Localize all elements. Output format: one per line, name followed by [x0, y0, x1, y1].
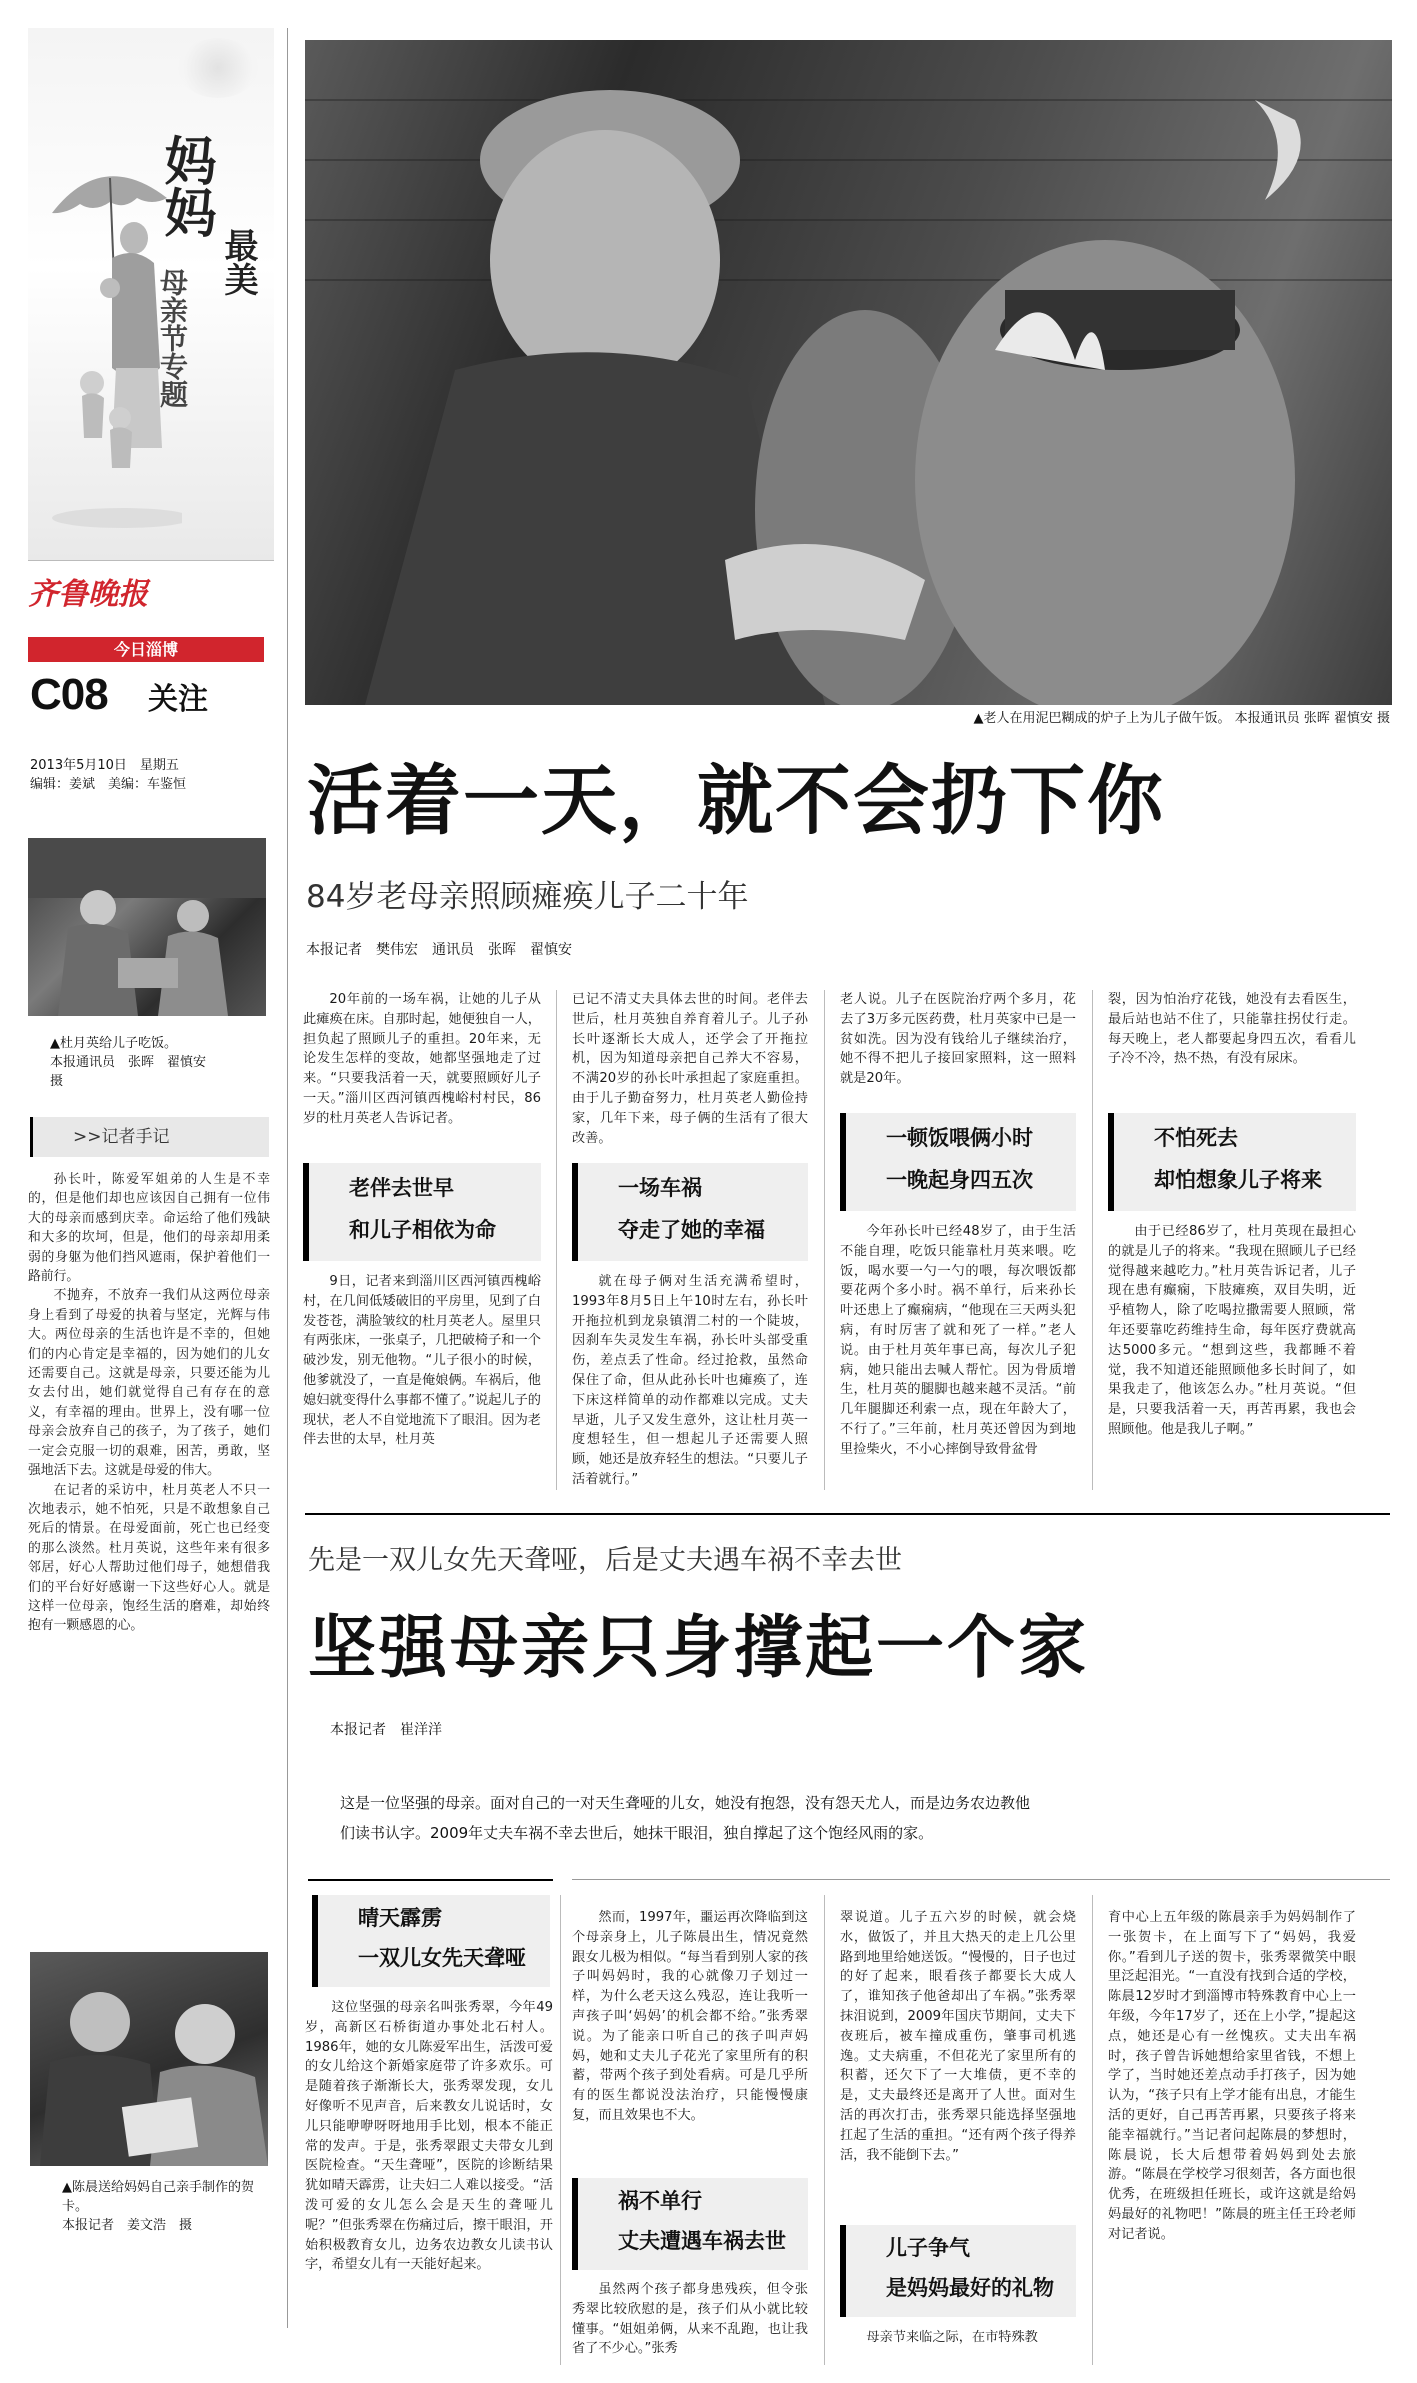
story1-subhead2-line2: 夺走了她的幸福: [618, 1218, 765, 1242]
reporter-notes-p3: 在记者的采访中，杜月英老人不只一次地表示，她不怕死，只是不敢想象自己死后的情景。在母爱面前，死亡也已经变的那么淡然。杜月英说，这些年来有很多邻居，好心人帮助过他们母子，她想借我们的平台好好感谢一下这些好心人。就是这样一位母亲，饱经生活的磨难，却始终抱有一颗感恩的心。: [28, 1482, 270, 1634]
story1-subhead4-line1: 不怕死去: [1154, 1126, 1238, 1150]
reporter-notes-label-box: [30, 1117, 269, 1157]
story2-intro-line1: 这是一位坚强的母亲。面对自己的一对天生聋哑的儿女，她没有抱怨，没有怨天尤人，而是边务农边教他: [340, 1794, 1031, 1812]
section-name: 关注: [148, 682, 208, 717]
story2-col-rule-3: [1092, 1895, 1093, 2365]
story2-col2-bottom: [572, 2280, 808, 2359]
masthead: [28, 577, 278, 613]
story2-headline: 坚强母亲只身撑起一个家: [308, 1608, 1090, 1688]
reporter-notes-body: [28, 1170, 270, 1636]
story1-col1-text: 20年前的一场车祸，让她的儿子从此瘫痪在床。自那时起，她便独自一人，担负起了照顾儿子的重担。20年来，无论发生怎样的变故，她都坚强地走了过来。“只要我活着一天，就要照顾好儿子一天。”淄川区西河镇西槐峪村村民，86岁的杜月英老人告诉记者。: [303, 992, 541, 1126]
story1-col2-bottom: [572, 1272, 808, 1490]
story2-col2-text: 然而，1997年，噩运再次降临到这个母亲身上，儿子陈晨出生，情况竟然跟女儿极为相似。“每当看到别人家的孩子叫妈妈时，我的心就像刀子划过一样，为什么老天这么残忍，连让我听一声孩子叫‘妈妈’的机会都不给。”张秀翠说。为了能亲口听自己的孩子叫声妈妈，她和丈夫儿子花光了家里所有的积蓄，带两个孩子到处看病。可是几乎所有的医生都说没法治疗，只能慢慢康复，而且效果也不大。: [572, 1910, 808, 2123]
story2-col4-text: 育中心上五年级的陈晨亲手为妈妈制作了一张贺卡，在上面写下了“妈妈，我爱你。”看到儿子送的贺卡，张秀翠微笑中眼里泛起泪光。“一直没有找到合适的学校，陈晨12岁时才到淄博市特殊教育中心上一年级，今年17岁了，还在上小学，”提起这点，她还是心有一丝愧疚。丈夫出车祸时，孩子曾告诉她想给家里省钱，不想上学了，当时她还差点动手打孩子，因为她认为，“孩子只有上学才能有出息，才能生活的更好，自己再苦再累，只要孩子将来能幸福就行。”当记者问起陈晨的梦想时，陈晨说，长大后想带着妈妈到处去旅游。“陈晨在学校学习很刻苦，各方面也很优秀，在班级担任班长，或许这就是给妈妈最好的礼物吧！”陈晨的班主任王玲老师对记者说。: [1108, 1910, 1356, 2242]
story1-subhead3: [840, 1113, 1076, 1211]
reporter-notes-p2: 不抛弃，不放弃一我们从这两位母亲身上看到了母爱的执着与坚定，光辉与伟大。两位母亲的生活也许是不幸的，但她们的内心肯定是幸福的，因为她们的儿女还需要自己。这就是母亲，只要还能为儿女去付出，她们就觉得自己有存在的意义，有幸福的理由。世界上，没有哪一位母亲会放弃自己的孩子，为了孩子，她们一定会克服一切的艰难，困苦，勇敢，坚强地活下去。这就是母爱的伟大。: [28, 1288, 270, 1479]
story1-subhead2-line1: 一场车祸: [618, 1176, 702, 1200]
reporter-notes-label: >>记者手记: [73, 1127, 170, 1147]
story2-subhead1-line2: 一双儿女先天聋哑: [358, 1946, 526, 1970]
story1-col4b-text: 由于已经86岁了，杜月英现在最担心的就是儿子的将来。“我现在照顾儿子已经觉得越来越吃力。”杜月英告诉记者，儿子现在患有癫痫，下肢瘫痪，双目失明，近乎植物人，除了吃喝拉撒需要人照顾，常年还要靠吃药维持生命，每年医疗费就高达5000多元。“想到这些，我都睡不着觉，我不知道还能照顾他多长时间了，如果我走了，他该怎么办。”杜月英说。“但是，只要我活着一天，再苦再累，我也会照顾他。他是我儿子啊。”: [1108, 1224, 1356, 1437]
story2-col2-top: [572, 1908, 808, 2126]
date-line: 2013年5月10日 星期五: [30, 758, 179, 773]
story1-col-rule-2: [824, 990, 825, 1490]
story1-col3-top: [840, 990, 1076, 1089]
story1-subhead4: [1108, 1113, 1356, 1211]
story2-intro-rule: [308, 1879, 553, 1881]
story1-col1-bottom: [303, 1272, 541, 1450]
story2-intro-rule-right: [572, 1879, 1390, 1880]
story1-subhead3-line2: 一晚起身四五次: [886, 1168, 1033, 1192]
story2-col3b-text: 母亲节来临之际，在市特殊教: [866, 2330, 1038, 2345]
edition-badge-text: 今日淄博: [113, 640, 178, 659]
story1-subhead4-line2: 却怕想象儿子将来: [1154, 1168, 1322, 1192]
story2-subhead1: [312, 1895, 550, 1987]
story1-col2-top: [572, 990, 808, 1148]
story1-col-rule-1: [556, 990, 557, 1490]
main-photo-caption: ▲老人在用泥巴糊成的炉子上为儿子做午饭。 本报通讯员 张晖 翟慎安 摄: [973, 711, 1390, 726]
flower-decoration: [178, 38, 258, 98]
story1-col2b-text: 就在母子俩对生活充满希望时，1993年8月5日上午10时左右，孙长叶开拖拉机到龙泉镇渭二村的一个陡坡，因刹车失灵发生车祸，孙长叶头部受重伤，差点丢了性命。经过抢救，虽然命保住了命，但从此孙长叶也瘫痪了，连下床这样简单的动作都难以完成。丈夫早逝，儿子又发生意外，这让杜月英一度想轻生，但一想起儿子还需要人照顾，她还是放弃轻生的想法。“只要儿子活着就行。”: [572, 1274, 808, 1487]
story2-subhead3-line2: 是妈妈最好的礼物: [886, 2276, 1054, 2300]
story1-subhead1: [303, 1163, 541, 1261]
story1-subhead3-line1: 一顿饭喂俩小时: [886, 1126, 1033, 1150]
newspaper-logo: 齐鲁晚报: [28, 577, 148, 612]
story1-subhead2: [572, 1163, 808, 1261]
side-photo-greeting-card: [30, 1952, 268, 2166]
story2-col1: [305, 1998, 553, 2275]
story1-byline: 本报记者 樊伟宏 通讯员 张晖 翟慎安: [306, 942, 572, 958]
story1-col1b-text: 9日，记者来到淄川区西河镇西槐峪村，在几间低矮破旧的平房里，见到了白发苍苍，满脸皱纹的杜月英老人。屋里只有两张床，一张桌子，几把破椅子和一个破沙发，别无他物。“儿子很小的时候，他爹就没了，一直是俺娘俩。车祸后，他媳妇就变得什么事都不懂了。”说起儿子的现状，老人不自觉地流下了眼泪。因为老伴去世的太早，杜月英: [303, 1274, 541, 1448]
story1-subhead1-line2: 和儿子相依为命: [349, 1218, 496, 1242]
side-photo-feeding: [28, 838, 266, 1016]
story1-col3-bottom: [840, 1222, 1076, 1460]
side-photo1-caption-line3: 摄: [50, 1074, 64, 1089]
page-code: C08: [30, 670, 108, 719]
story2-intro: [340, 1788, 1380, 1848]
column-title: 妈妈: [155, 134, 216, 238]
story1-col2-text: 已记不清丈夫具体去世的时间。老伴去世后，杜月英独自养育着儿子。儿子孙长叶逐渐长大成人，还学会了开拖拉机，因为知道母亲把自己养大不容易，不满20岁的孙长叶承担起了家庭重担。由于儿子勤奋努力，杜月英老人勤俭持家，几年下来，母子俩的生活有了很大改善。: [572, 992, 808, 1146]
side-photo2-caption: [62, 2178, 272, 2235]
story2-subhead2: [572, 2178, 808, 2270]
story2-col3-top: [840, 1908, 1076, 2165]
story2-subhead3-line1: 儿子争气: [886, 2236, 970, 2260]
story2-col-rule-1: [560, 1895, 561, 2365]
story2-col3-text: 翠说道。儿子五六岁的时候，就会烧水，做饭了，并且大热天的走上几公里路到地里给她送饭。“慢慢的，日子也过的好了起来，眼看孩子都要长大成人了，谁知孩子他爸却出了车祸。”张秀翠抹泪说到，2009年国庆节期间，丈夫下夜班后，被车撞成重伤，肇事司机逃逸。丈夫病重，不但花光了家里所有的积蓄，还欠下了一大堆债，更不幸的是，丈夫最终还是离开了人世。面对生活的再次打击，张秀翠只能选择坚强地扛起了生活的重担。“还有两个孩子得养活，我不能倒下去。”: [840, 1910, 1076, 2163]
story2-subhead2-line1: 祸不单行: [618, 2189, 702, 2213]
main-photo: [305, 40, 1392, 705]
side-photo2-caption-line2: 本报记者 姜文浩 摄: [62, 2218, 193, 2233]
side-photo1-caption: [50, 1034, 270, 1091]
story1-col3-text: 老人说。儿子在医院治疗两个多月，花去了3万多元医药费，杜月英家中已是一贫如洗。因为没有钱给儿子继续治疗，她不得不把儿子接回家照料，这一照料就是20年。: [840, 992, 1076, 1087]
story2-kicker: 先是一双儿女先天聋哑，后是丈夫遇车祸不幸去世: [308, 1545, 902, 1576]
story1-col4-text: 裂，因为怕治疗花钱，她没有去看医生，最后站也站不住了，只能靠拄拐仗行走。每天晚上，老人都要起身四五次，看看儿子冷不冷，热不热，有没有尿床。: [1108, 992, 1356, 1067]
story2-col2b-text: 虽然两个孩子都身患残疾，但令张秀翠比较欣慰的是，孩子们从小就比较懂事。“姐姐弟俩，从来不乱跑，也让我省了不少心。”张秀: [572, 2282, 808, 2357]
side-photo2-caption-line1: ▲陈晨送给妈妈自己亲手制作的贺卡。: [62, 2180, 254, 2214]
story2-col3-bottom: [840, 2328, 1076, 2348]
story1-col-rule-3: [1092, 990, 1093, 1490]
story2-col1-text: 这位坚强的母亲名叫张秀翠，今年49岁，高新区石桥街道办事处北石村人。1986年，她的女儿陈爱军出生，活泼可爱的女儿给这个新婚家庭带了许多欢乐。可是随着孩子渐渐长大，张秀翠发现，女儿好像听不见声音，后来教女儿说话时，女儿只能咿咿呀呀地用手比划，根本不能正常的发声。于是，张秀翠跟丈夫带女儿到医院检查。“天生聋哑”，医院的诊断结果犹如晴天霹雳，让夫妇二人难以接受。“活泼可爱的女儿怎么会是天生的聋哑儿呢？”但张秀翠在伤痛过后，擦干眼泪，开始积极教育女儿，边务农边教女儿读书认字，希望女儿有一天能好起来。: [305, 2000, 553, 2273]
column-divider: [287, 28, 288, 2328]
story1-subhead1-line1: 老伴去世早: [349, 1176, 454, 1200]
story1-headline: 活着一天，就不会扔下你: [307, 756, 1165, 845]
story2-subhead3: [840, 2225, 1076, 2317]
story2-intro-line2: 们读书认字。2009年丈夫车祸不幸去世后，她抹干眼泪，独自撑起了这个饱经风雨的家。: [340, 1824, 934, 1842]
side-photo1-caption-line2: 本报通讯员 张晖 翟慎安: [50, 1055, 207, 1070]
column-subtitle: 母亲节专题: [156, 268, 189, 408]
story1-col1-top: [303, 990, 541, 1129]
reporter-notes-p1: 孙长叶，陈爱军姐弟的人生是不幸的，但是他们却也应该因自己拥有一位伟大的母亲而感到庆幸。命运给了他们残缺和大多的坎坷，但是，他们的母亲却用柔弱的身躯为他们挡风遮雨，保护着他们一路前行。: [28, 1172, 270, 1285]
column-banner: [28, 28, 274, 561]
story2-byline: 本报记者 崔洋洋: [330, 1722, 442, 1738]
edition-badge: [28, 637, 264, 662]
story1-deck: 84岁老母亲照顾瘫痪儿子二十年: [306, 879, 749, 915]
story2-subhead2-line2: 丈夫遭遇车祸去世: [618, 2229, 786, 2253]
column-title-small: 最美: [218, 228, 258, 296]
story1-col4-top: [1108, 990, 1356, 1069]
story1-col3b-text: 今年孙长叶已经48岁了，由于生活不能自理，吃饭只能靠杜月英来喂。吃饭，喝水要一勺一勺的喂，每次喂饭都要花两个多小时。祸不单行，后来孙长叶还患上了癫痫病，“他现在三天两头犯病，有时厉害了就和死了一样。”老人说。由于杜月英年事已高，每次儿子犯病，她只能出去喊人帮忙。因为骨质增生，杜月英的腿脚也越来越不灵活。“前几年腿脚还利索一点，现在年龄大了，不行了。”三年前，杜月英还曾因为到地里捡柴火，不小心摔倒导致骨盆骨: [840, 1224, 1076, 1457]
story-divider: [305, 1513, 1390, 1515]
story1-col4-bottom: [1108, 1222, 1356, 1440]
side-photo1-caption-line1: ▲杜月英给儿子吃饭。: [50, 1036, 177, 1051]
story2-subhead1-line1: 晴天霹雳: [358, 1906, 442, 1930]
story2-col-rule-2: [824, 1895, 825, 2365]
editor-line: 编辑：姜斌 美编：车鉴恒: [30, 777, 187, 792]
story2-col4: [1108, 1908, 1356, 2245]
